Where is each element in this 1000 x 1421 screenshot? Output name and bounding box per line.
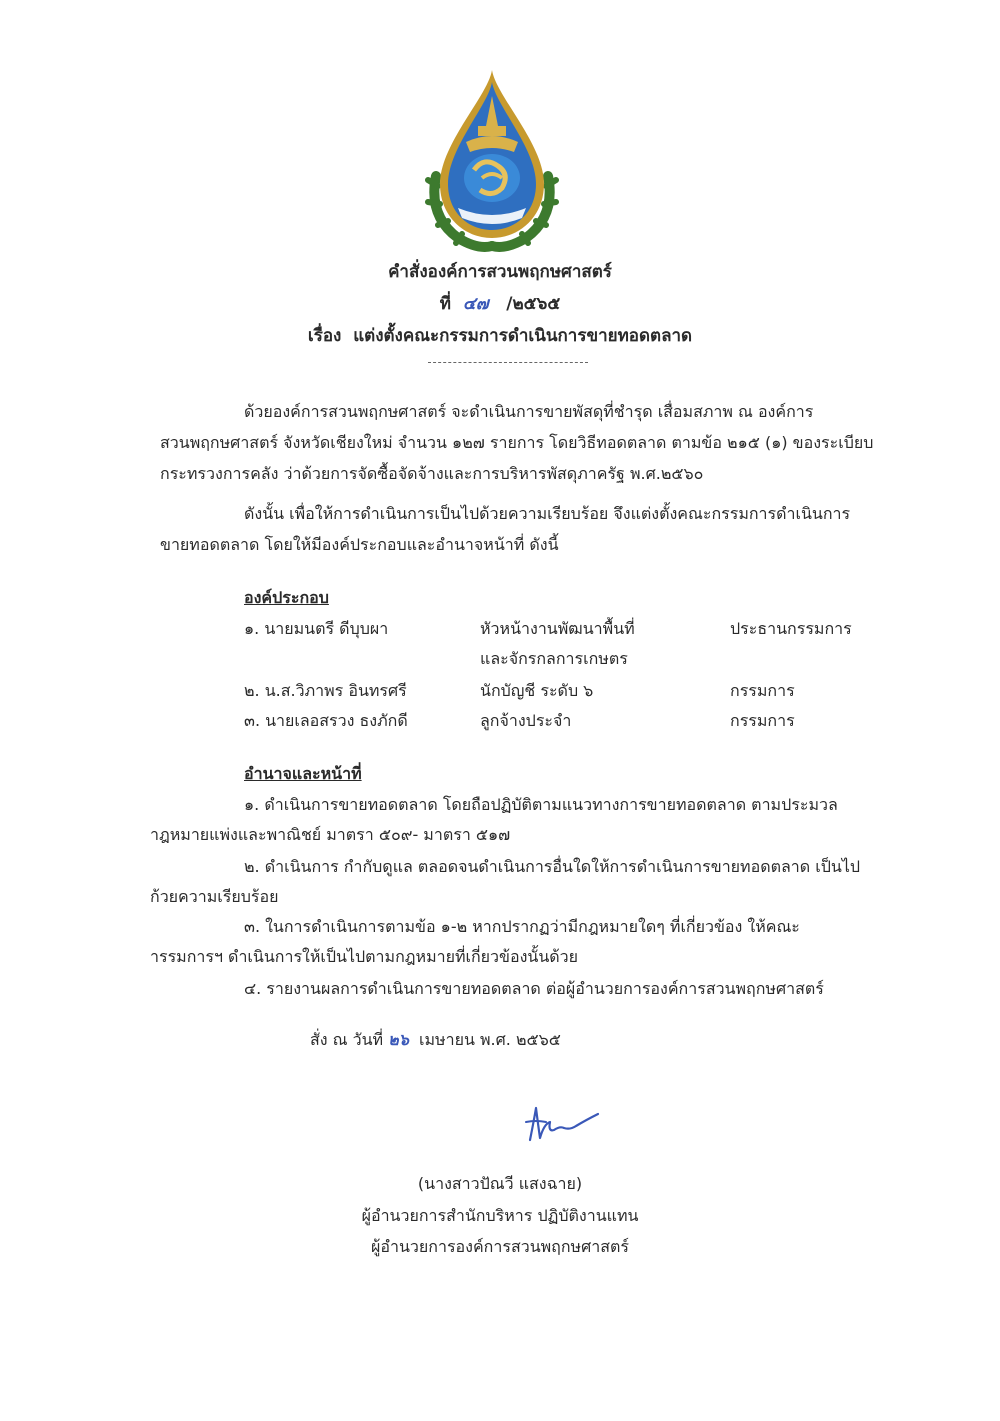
member-role: กรรมการ <box>730 711 795 730</box>
paragraph-intro <box>160 396 888 489</box>
order-number <box>0 290 1000 317</box>
handwritten-signature <box>520 1100 610 1150</box>
duty-line: ๑. ดำเนินการขายทอดตลาด โดยถือปฏิบัติตามแนวทางการขายทอดตลาด ตามประมวล <box>244 795 838 814</box>
paragraph-line: ดังนั้น เพื่อให้การดำเนินการเป็นไปด้วยความเรียบร้อย จึงแต่งตั้งคณะกรรมการดำเนินการ <box>244 504 851 523</box>
order-number-handwritten: ๔๗ <box>462 294 489 314</box>
duty-line: ๔. รายงานผลการดำเนินการขายทอดตลาด ต่อผู้อำนวยการองค์การสวนพฤกษศาสตร์ <box>244 979 824 998</box>
member-row <box>244 676 884 706</box>
order-subject <box>0 322 1000 349</box>
paragraph-line: ด้วยองค์การสวนพฤกษศาสตร์ จะดำเนินการขายพัสดุที่ชำรุด เสื่อมสภาพ ณ องค์การ <box>244 402 814 421</box>
member-name: ๓. นายเลอสรวง ธงภักดี <box>244 711 408 730</box>
member-position-line: หัวหน้างานพัฒนาพื้นที่ <box>480 619 635 638</box>
paragraph-appointment <box>160 498 888 560</box>
duty-line: ๒. ดำเนินการ กำกับดูแล ตลอดจนดำเนินการอื่นใดให้การดำเนินการขายทอดตลาด เป็นไป <box>244 857 861 876</box>
duty-line: ๓. ในการดำเนินการตามข้อ ๑-๒ หากปรากฏว่ามีกฎหมายใดๆ ที่เกี่ยวข้อง ให้คณะ <box>244 917 800 936</box>
signer-title: ผู้อำนวยการสำนักบริหาร ปฏิบัติงานแทน <box>361 1206 639 1225</box>
duty-line: าฎหมายแพ่งและพาณิชย์ มาตรา ๕๐๙- มาตรา ๕๑๗ <box>150 825 511 844</box>
duty-item <box>150 974 888 1004</box>
member-role: ประธานกรรมการ <box>730 619 852 638</box>
botanical-garden-emblem <box>418 66 566 252</box>
date-rest: เมษายน พ.ศ. ๒๕๖๕ <box>419 1030 561 1049</box>
member-position: นักบัญชี ระดับ ๖ <box>480 681 594 700</box>
order-number-suffix: /๒๕๖๕ <box>506 294 561 314</box>
date-day-handwritten: ๒๖ <box>388 1030 409 1049</box>
member-row <box>244 614 884 674</box>
paragraph-line: ขายทอดตลาด โดยให้มีองค์ประกอบและอำนาจหน้าที่ ดังนี้ <box>160 535 559 554</box>
member-name: ๒. น.ส.วิภาพร อินทรศรี <box>244 681 407 700</box>
member-name: ๑. นายมนตรี ดีบุบผา <box>244 619 389 638</box>
duty-item <box>150 852 888 912</box>
subject-label: เรื่อง <box>307 326 342 346</box>
paragraph-line: สวนพฤกษศาสตร์ จังหวัดเชียงใหม่ จำนวน ๑๒๗ รายการ โดยวิธีทอดตลาด ตามข้อ ๒๑๕ (๑) ของระเบียบ <box>160 433 874 452</box>
member-role: กรรมการ <box>730 681 795 700</box>
signer-title: ผู้อำนวยการองค์การสวนพฤกษศาสตร์ <box>371 1237 629 1256</box>
duty-line: ารรมการฯ ดำเนินการให้เป็นไปตามกฎหมายที่เกี่ยวข้องนั้นด้วย <box>150 947 579 966</box>
signer-name: (นางสาวปัณวี แสงฉาย) <box>417 1174 583 1193</box>
header-divider <box>428 362 588 363</box>
duty-item <box>150 912 888 972</box>
subject-text: แต่งตั้งคณะกรรมการดำเนินการขายทอดตลาด <box>353 326 693 346</box>
order-title: คำสั่งองค์การสวนพฤกษศาสตร์ <box>388 262 612 282</box>
duties-title: อำนาจและหน้าที่ <box>244 764 362 783</box>
member-position-line: และจักรกลการเกษตร <box>480 649 628 668</box>
duty-item <box>150 790 888 850</box>
order-date <box>310 1028 561 1053</box>
member-position: ลูกจ้างประจำ <box>480 711 572 730</box>
member-position <box>480 614 720 674</box>
paragraph-line: กระทรวงการคลัง ว่าด้วยการจัดซื้อจัดจ้างและการบริหารพัสดุภาครัฐ พ.ศ.๒๕๖๐ <box>160 464 704 483</box>
date-prefix: สั่ง ณ วันที่ <box>310 1030 384 1049</box>
composition-title: องค์ประกอบ <box>244 588 329 607</box>
duty-line: ก้วยความเรียบร้อย <box>150 887 279 906</box>
order-number-prefix: ที่ <box>439 294 451 314</box>
member-row <box>244 706 884 736</box>
